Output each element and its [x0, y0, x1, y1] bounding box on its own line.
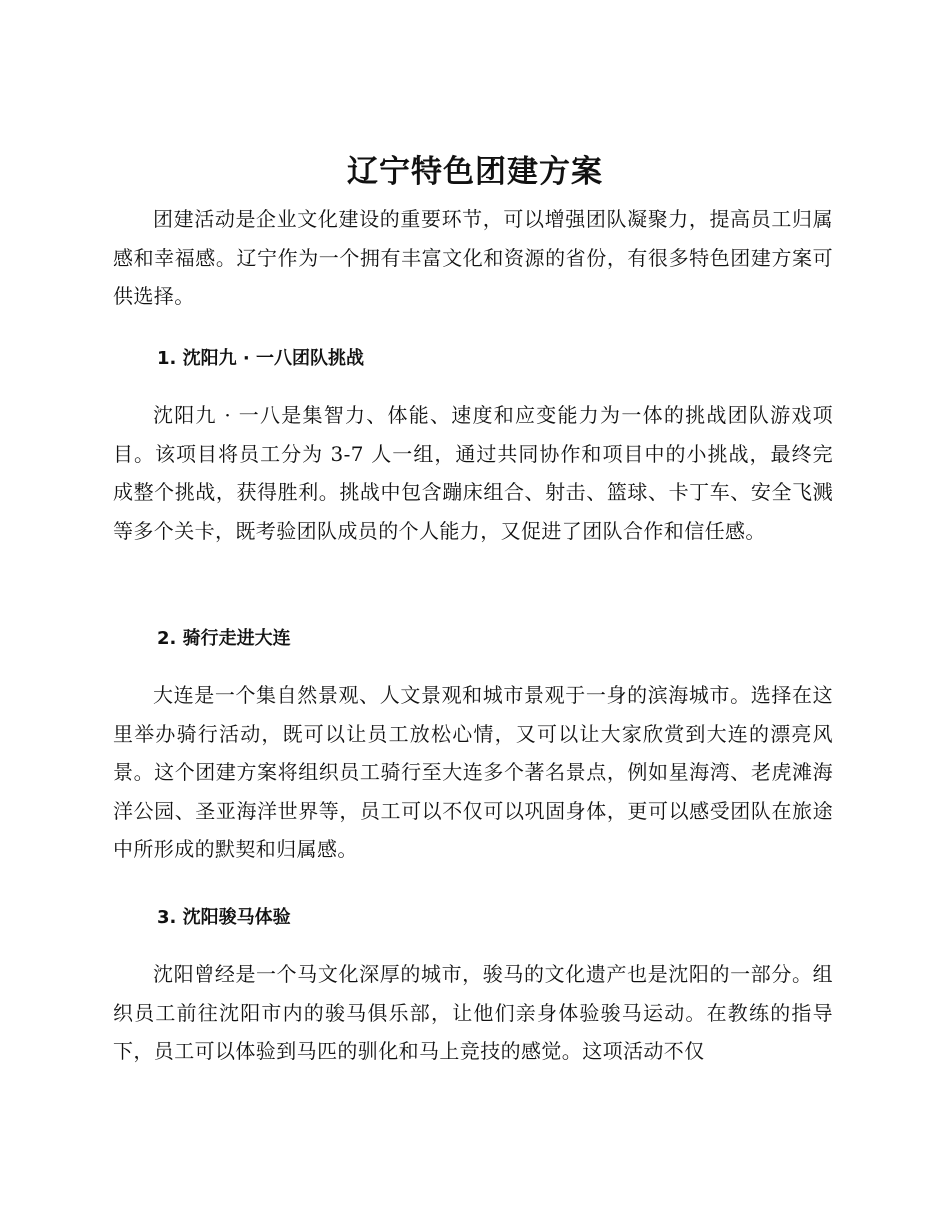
document-title: 辽宁特色团建方案: [347, 154, 603, 190]
section-body-2: 大连是一个集自然景观、人文景观和城市景观于一身的滨海城市。选择在这里举办骑行活动，既可以让员工放松心情，又可以让大家欣赏到大连的漂亮风景。这个团建方案将组织员工骑行至大连多个著名景点，例如星海湾、老虎滩海洋公园、圣亚海洋世界等，员工可以不仅可以巩固身体，更可以感受团队在旅途中所形成的默契和归属感。: [113, 683, 833, 861]
section-heading-2: 2. 骑行走进大连: [157, 628, 291, 649]
section-body-1: 沈阳九 · 一八是集智力、体能、速度和应变能力为一体的挑战团队游戏项目。该项目将员工分为 3-7 人一组，通过共同协作和项目中的小挑战，最终完成整个挑战，获得胜利。挑战中包含蹦床组合、射击、篮球、卡丁车、安全飞溅等多个关卡，既考验团队成员的个人能力，又促进了团队合作和信任感。: [113, 403, 833, 543]
section-heading-1: 1. 沈阳九 · 一八团队挑战: [157, 348, 364, 369]
intro-paragraph: 团建活动是企业文化建设的重要环节，可以增强团队凝聚力，提高员工归属感和幸福感。辽宁作为一个拥有丰富文化和资源的省份，有很多特色团建方案可供选择。: [113, 207, 833, 308]
section-body-3: 沈阳曾经是一个马文化深厚的城市，骏马的文化遗产也是沈阳的一部分。组织员工前往沈阳市内的骏马俱乐部，让他们亲身体验骏马运动。在教练的指导下，员工可以体验到马匹的驯化和马上竞技的感觉。这项活动不仅: [113, 962, 833, 1063]
section-heading-3: 3. 沈阳骏马体验: [157, 907, 291, 928]
